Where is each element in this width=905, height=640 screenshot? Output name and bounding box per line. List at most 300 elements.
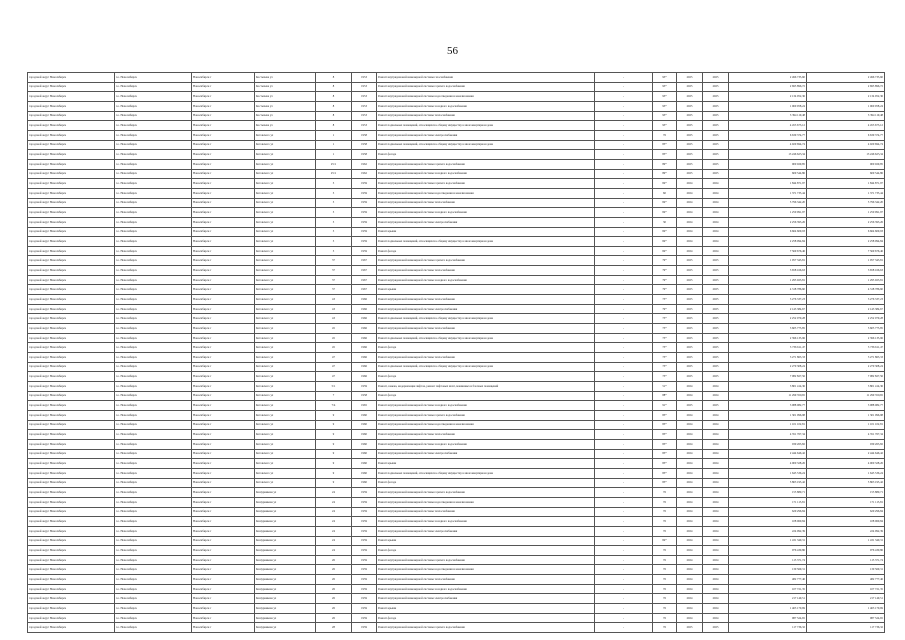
settlement-cell: г.о. Новосибирск <box>115 101 192 111</box>
settlement-cell: г.о. Новосибирск <box>115 584 192 594</box>
table-row <box>28 343 885 353</box>
wear-cell: 76 <box>653 526 677 536</box>
build-year-cell: 1962 <box>352 159 377 169</box>
dash-cell: - <box>595 304 653 314</box>
house-number-cell: 24 <box>316 546 352 556</box>
wear-cell: 93* <box>653 101 677 111</box>
cost-cell: 4 920 694,74 <box>729 140 807 150</box>
total-cost-cell: 2 396 135,96 <box>807 333 885 343</box>
work-type-cell: Ремонт внутридомовой инженерной системы водоотведения и канализования <box>377 565 595 575</box>
total-cost-cell: 900 029,85 <box>807 159 885 169</box>
cost-cell: 4 453 673,12 <box>729 121 807 131</box>
locality-cell: Новосибирск г <box>192 382 255 392</box>
total-cost-cell: 1 844 871,97 <box>807 179 885 189</box>
settlement-cell: г.о. Новосибирск <box>115 391 192 401</box>
total-cost-cell: 4 920 694,74 <box>807 140 885 150</box>
wear-cell: 84* <box>653 208 677 218</box>
dash-cell: - <box>595 420 653 430</box>
work-type-cell: Ремонт подвальных помещений, относящихся к общему имуществу в многоквартирном доме <box>377 362 595 372</box>
end-year-cell: 2025 <box>703 304 729 314</box>
house-number-cell: 5 <box>316 208 352 218</box>
locality-cell: Новосибирск г <box>192 324 255 334</box>
page-number: 56 <box>447 45 458 57</box>
settlement-cell: г.о. Новосибирск <box>115 565 192 575</box>
table-row <box>28 159 885 169</box>
street-cell: Котовского ул <box>255 391 316 401</box>
cost-cell: 4 318 786,60 <box>729 285 807 295</box>
locality-cell: Новосибирск г <box>192 488 255 498</box>
settlement-cell: г.о. Новосибирск <box>115 459 192 469</box>
house-number-cell: 43 <box>316 314 352 324</box>
build-year-cell: 1967 <box>352 285 377 295</box>
dash-cell: - <box>595 285 653 295</box>
total-cost-cell: 3 271 863,33 <box>807 353 885 363</box>
settlement-cell: г.о. Новосибирск <box>115 198 192 208</box>
wear-cell: 93* <box>653 121 677 131</box>
municipality-cell: городской округ Новосибирск <box>28 604 115 614</box>
work-type-cell: Ремонт внутридомовой инженерной системы горячего водоснабжения <box>377 159 595 169</box>
municipality-cell: городской округ Новосибирск <box>28 217 115 227</box>
house-number-cell: 43 <box>316 304 352 314</box>
locality-cell: Новосибирск г <box>192 362 255 372</box>
cost-cell: 2 444 646,42 <box>729 449 807 459</box>
start-year-cell: 2025 <box>677 101 703 111</box>
locality-cell: Новосибирск г <box>192 584 255 594</box>
total-cost-cell: 1 431 340,31 <box>807 536 885 546</box>
table-row <box>28 130 885 140</box>
table-row <box>28 507 885 517</box>
municipality-cell: городской округ Новосибирск <box>28 256 115 266</box>
total-cost-cell: 2 256 393,26 <box>807 217 885 227</box>
end-year-cell: 2024 <box>703 526 729 536</box>
table-row <box>28 613 885 623</box>
start-year-cell: 2024 <box>677 604 703 614</box>
work-type-cell: Ремонт внутридомовой инженерной системы теплоснабжения <box>377 575 595 585</box>
settlement-cell: г.о. Новосибирск <box>115 439 192 449</box>
table-body <box>28 73 885 633</box>
wear-cell: 83* <box>653 468 677 478</box>
street-cell: Котовского ул <box>255 246 316 256</box>
locality-cell: Новосибирск г <box>192 420 255 430</box>
work-type-cell: Ремонт внутридомовой инженерной системы теплоснабжения <box>377 507 595 517</box>
end-year-cell: 2025 <box>703 130 729 140</box>
start-year-cell: 2024 <box>677 565 703 575</box>
start-year-cell: 2024 <box>677 208 703 218</box>
settlement-cell: г.о. Новосибирск <box>115 130 192 140</box>
build-year-cell: 1960 <box>352 420 377 430</box>
locality-cell: Новосибирск г <box>192 150 255 160</box>
start-year-cell: 2024 <box>677 546 703 556</box>
street-cell: Котовского ул <box>255 179 316 189</box>
street-cell: Котовского ул <box>255 353 316 363</box>
total-cost-cell: 2 496 735,60 <box>807 73 885 83</box>
build-year-cell: 1966 <box>352 324 377 334</box>
dash-cell: - <box>595 295 653 305</box>
table-row <box>28 198 885 208</box>
house-number-cell: 24 <box>316 497 352 507</box>
dash-cell: - <box>595 150 653 160</box>
start-year-cell: 2025 <box>677 324 703 334</box>
locality-cell: Новосибирск г <box>192 517 255 527</box>
total-cost-cell: 1 463 170,69 <box>807 604 885 614</box>
table-row <box>28 140 885 150</box>
wear-cell: 76 <box>653 565 677 575</box>
wear-cell: 75* <box>653 353 677 363</box>
build-year-cell: 1953 <box>352 73 377 83</box>
street-cell: Котовского ул <box>255 459 316 469</box>
street-cell: Котовского ул <box>255 266 316 276</box>
house-number-cell: 1 <box>316 140 352 150</box>
locality-cell: Новосибирск г <box>192 536 255 546</box>
municipality-cell: городской округ Новосибирск <box>28 275 115 285</box>
settlement-cell: г.о. Новосибирск <box>115 304 192 314</box>
settlement-cell: г.о. Новосибирск <box>115 188 192 198</box>
house-number-cell: 5 <box>316 227 352 237</box>
cost-cell: 987 524,65 <box>729 613 807 623</box>
total-cost-cell: 11 299 350,65 <box>807 391 885 401</box>
wear-cell: 84* <box>653 227 677 237</box>
table-row <box>28 430 885 440</box>
total-cost-cell: 108 060,84 <box>807 517 885 527</box>
street-cell: Котовского ул <box>255 130 316 140</box>
wear-cell: 76 <box>653 613 677 623</box>
table-row <box>28 73 885 83</box>
municipality-cell: городской округ Новосибирск <box>28 362 115 372</box>
house-number-cell: 9 <box>316 410 352 420</box>
house-number-cell: 26 <box>316 565 352 575</box>
municipality-cell: городской округ Новосибирск <box>28 382 115 392</box>
house-number-cell: 1 <box>316 130 352 140</box>
dash-cell: - <box>595 391 653 401</box>
dash-cell: - <box>595 140 653 150</box>
total-cost-cell: 3 605 775,85 <box>807 324 885 334</box>
start-year-cell: 2024 <box>677 536 703 546</box>
wear-cell: 89* <box>653 159 677 169</box>
street-cell: Кошурникова ул <box>255 526 316 536</box>
wear-cell: 83* <box>653 439 677 449</box>
municipality-cell: городской округ Новосибирск <box>28 82 115 92</box>
work-type-cell: Ремонт крыши <box>377 285 595 295</box>
start-year-cell: 2025 <box>677 140 703 150</box>
cost-cell: 3 394 119,48 <box>729 111 807 121</box>
street-cell: Котовского ул <box>255 372 316 382</box>
dash-cell: - <box>595 333 653 343</box>
table-row <box>28 179 885 189</box>
end-year-cell: 2025 <box>703 343 729 353</box>
start-year-cell: 2025 <box>677 111 703 121</box>
house-number-cell: 9 <box>316 449 352 459</box>
work-type-cell: Ремонт внутридомовой инженерной системы водоотведения и канализования <box>377 420 595 430</box>
table-row <box>28 478 885 488</box>
total-cost-cell: 2 134 952,36 <box>807 92 885 102</box>
municipality-cell: городской округ Новосибирск <box>28 546 115 556</box>
work-type-cell: Ремонт внутридомовой инженерной системы холодного водоснабжения <box>377 101 595 111</box>
dash-cell: - <box>595 555 653 565</box>
house-number-cell: 9 <box>316 468 352 478</box>
settlement-cell: г.о. Новосибирск <box>115 555 192 565</box>
table-row <box>28 497 885 507</box>
end-year-cell: 2025 <box>703 324 729 334</box>
total-cost-cell: 4 900 328,26 <box>807 459 885 469</box>
start-year-cell: 2024 <box>677 497 703 507</box>
build-year-cell: 1960 <box>352 468 377 478</box>
build-year-cell: 1958 <box>352 391 377 401</box>
end-year-cell: 2025 <box>703 169 729 179</box>
house-number-cell: 9 <box>316 459 352 469</box>
municipality-cell: городской округ Новосибирск <box>28 430 115 440</box>
cost-cell: 3 988 982,77 <box>729 401 807 411</box>
municipality-cell: городской округ Новосибирск <box>28 295 115 305</box>
total-cost-cell: 3 801 414,36 <box>807 382 885 392</box>
locality-cell: Новосибирск г <box>192 130 255 140</box>
locality-cell: Новосибирск г <box>192 92 255 102</box>
work-type-cell: Ремонт внутридомовой инженерной системы горячего водоснабжения <box>377 410 595 420</box>
settlement-cell: г.о. Новосибирск <box>115 159 192 169</box>
street-cell: Кошурникова ул <box>255 623 316 633</box>
settlement-cell: г.о. Новосибирск <box>115 237 192 247</box>
municipality-cell: городской округ Новосибирск <box>28 150 115 160</box>
start-year-cell: 2025 <box>677 314 703 324</box>
work-type-cell: Ремонт фасада <box>377 546 595 556</box>
cost-cell: 1 844 871,97 <box>729 179 807 189</box>
start-year-cell: 2024 <box>677 459 703 469</box>
end-year-cell: 2025 <box>703 73 729 83</box>
total-cost-cell: 2 695 896,72 <box>807 82 885 92</box>
table-row <box>28 623 885 633</box>
dash-cell: - <box>595 130 653 140</box>
work-type-cell: Ремонт внутридомовой инженерной системы горячего водоснабжения <box>377 555 595 565</box>
build-year-cell: 1965 <box>352 401 377 411</box>
start-year-cell: 2024 <box>677 594 703 604</box>
house-number-cell: 1 <box>316 150 352 160</box>
house-number-cell: 7 <box>316 391 352 401</box>
start-year-cell: 2024 <box>677 488 703 498</box>
end-year-cell: 2024 <box>703 439 729 449</box>
build-year-cell: 1960 <box>352 449 377 459</box>
work-type-cell: Ремонт внутридомовой инженерной системы теплоснабжения <box>377 198 595 208</box>
wear-cell: 93* <box>653 111 677 121</box>
locality-cell: Новосибирск г <box>192 237 255 247</box>
municipality-cell: городской округ Новосибирск <box>28 179 115 189</box>
table-row <box>28 536 885 546</box>
start-year-cell: 2025 <box>677 121 703 131</box>
end-year-cell: 2025 <box>703 362 729 372</box>
table-row <box>28 111 885 121</box>
table-row <box>28 101 885 111</box>
municipality-cell: городской округ Новосибирск <box>28 324 115 334</box>
start-year-cell: 2025 <box>677 304 703 314</box>
wear-cell: 30 <box>653 217 677 227</box>
municipality-cell: городской округ Новосибирск <box>28 198 115 208</box>
locality-cell: Новосибирск г <box>192 497 255 507</box>
end-year-cell: 2025 <box>703 275 729 285</box>
cost-cell: 3 271 863,33 <box>729 353 807 363</box>
locality-cell: Новосибирск г <box>192 594 255 604</box>
wear-cell: 76 <box>653 488 677 498</box>
dash-cell: - <box>595 401 653 411</box>
work-type-cell: Ремонт фасада <box>377 246 595 256</box>
locality-cell: Новосибирск г <box>192 526 255 536</box>
settlement-cell: г.о. Новосибирск <box>115 217 192 227</box>
dash-cell: - <box>595 314 653 324</box>
work-type-cell: Ремонт внутридомовой инженерной системы теплоснабжения <box>377 430 595 440</box>
table-row <box>28 266 885 276</box>
municipality-cell: городской округ Новосибирск <box>28 410 115 420</box>
house-number-cell: 8 <box>316 101 352 111</box>
settlement-cell: г.о. Новосибирск <box>115 594 192 604</box>
end-year-cell: 2024 <box>703 391 729 401</box>
wear-cell: 85* <box>653 150 677 160</box>
total-cost-cell: 2 143 384,67 <box>807 304 885 314</box>
end-year-cell: 2024 <box>703 478 729 488</box>
table-row <box>28 546 885 556</box>
build-year-cell: 1959 <box>352 488 377 498</box>
locality-cell: Новосибирск г <box>192 546 255 556</box>
total-cost-cell: 6 664 609,93 <box>807 227 885 237</box>
house-number-cell: 5 <box>316 179 352 189</box>
cost-cell: 1 645 536,24 <box>729 468 807 478</box>
dash-cell: - <box>595 208 653 218</box>
end-year-cell: 2024 <box>703 497 729 507</box>
start-year-cell: 2024 <box>677 468 703 478</box>
municipality-cell: городской округ Новосибирск <box>28 227 115 237</box>
house-number-cell: 47 <box>316 353 352 363</box>
table-row <box>28 246 885 256</box>
municipality-cell: городской округ Новосибирск <box>28 314 115 324</box>
end-year-cell: 2025 <box>703 314 729 324</box>
table-row <box>28 575 885 585</box>
start-year-cell: 2024 <box>677 507 703 517</box>
municipality-cell: городской округ Новосибирск <box>28 623 115 633</box>
start-year-cell: 2025 <box>677 159 703 169</box>
house-number-cell: 5 <box>316 198 352 208</box>
dash-cell: - <box>595 188 653 198</box>
end-year-cell: 2024 <box>703 188 729 198</box>
work-type-cell: Ремонт фасада <box>377 372 595 382</box>
start-year-cell: 2024 <box>677 188 703 198</box>
start-year-cell: 2025 <box>677 372 703 382</box>
street-cell: Котовского ул <box>255 140 316 150</box>
wear-cell: 83* <box>653 420 677 430</box>
house-number-cell: 9 <box>316 430 352 440</box>
settlement-cell: г.о. Новосибирск <box>115 333 192 343</box>
total-cost-cell: 6 639 374,77 <box>807 130 885 140</box>
end-year-cell: 2024 <box>703 604 729 614</box>
start-year-cell: 2025 <box>677 353 703 363</box>
street-cell: Котовского ул <box>255 275 316 285</box>
work-type-cell: Ремонт фасада <box>377 613 595 623</box>
settlement-cell: г.о. Новосибирск <box>115 575 192 585</box>
dash-cell: - <box>595 169 653 179</box>
locality-cell: Новосибирск г <box>192 111 255 121</box>
start-year-cell: 2025 <box>677 92 703 102</box>
settlement-cell: г.о. Новосибирск <box>115 526 192 536</box>
table-row <box>28 468 885 478</box>
house-number-cell: 28 <box>316 623 352 633</box>
total-cost-cell: 1 101 102,81 <box>807 420 885 430</box>
cost-cell: 1 295 923,81 <box>729 275 807 285</box>
dash-cell: - <box>595 565 653 575</box>
dash-cell: - <box>595 227 653 237</box>
municipality-cell: городской округ Новосибирск <box>28 575 115 585</box>
table-row <box>28 410 885 420</box>
table-row <box>28 169 885 179</box>
total-cost-cell: 4 318 786,60 <box>807 285 885 295</box>
settlement-cell: г.о. Новосибирск <box>115 73 192 83</box>
house-number-cell: 45 <box>316 324 352 334</box>
locality-cell: Новосибирск г <box>192 82 255 92</box>
end-year-cell: 2024 <box>703 430 729 440</box>
house-number-cell: 5 <box>316 188 352 198</box>
end-year-cell: 2024 <box>703 217 729 227</box>
work-type-cell: Ремонт подвальных помещений, относящихся к общему имуществу в многоквартирном доме <box>377 333 595 343</box>
end-year-cell: 2025 <box>703 92 729 102</box>
wear-cell: 93* <box>653 73 677 83</box>
dash-cell: - <box>595 488 653 498</box>
street-cell: Кошурникова ул <box>255 565 316 575</box>
end-year-cell: 2025 <box>703 256 729 266</box>
wear-cell: 79* <box>653 266 677 276</box>
cost-cell: 1 250 991,97 <box>729 208 807 218</box>
work-type-cell: Ремонт внутридомовой инженерной системы электроснабжения <box>377 449 595 459</box>
repair-registry-table <box>27 72 885 633</box>
start-year-cell: 2025 <box>677 401 703 411</box>
total-cost-cell: 115 371,74 <box>807 555 885 565</box>
wear-cell: 75* <box>653 333 677 343</box>
street-cell: Кошурникова ул <box>255 536 316 546</box>
work-type-cell: Ремонт внутридомовой инженерной системы газоснабжения <box>377 73 595 83</box>
work-type-cell: Ремонт внутридомовой инженерной системы теплоснабжения <box>377 353 595 363</box>
start-year-cell: 2025 <box>677 150 703 160</box>
municipality-cell: городской округ Новосибирск <box>28 478 115 488</box>
build-year-cell: 1958 <box>352 150 377 160</box>
cost-cell: 4 351 767,34 <box>729 430 807 440</box>
cost-cell: 1 960 958,24 <box>729 101 807 111</box>
dash-cell: - <box>595 613 653 623</box>
house-number-cell: 43 <box>316 295 352 305</box>
dash-cell: - <box>595 536 653 546</box>
street-cell: Кошурникова ул <box>255 604 316 614</box>
cost-cell: 3 801 414,36 <box>729 382 807 392</box>
cost-cell: 629 296,84 <box>729 507 807 517</box>
end-year-cell: 2024 <box>703 613 729 623</box>
table-row <box>28 304 885 314</box>
build-year-cell: 1959 <box>352 382 377 392</box>
total-cost-cell: 1 960 958,24 <box>807 101 885 111</box>
locality-cell: Новосибирск г <box>192 401 255 411</box>
build-year-cell: 1959 <box>352 237 377 247</box>
start-year-cell: 2025 <box>677 169 703 179</box>
wear-cell: 84* <box>653 536 677 546</box>
street-cell: Котовского ул <box>255 382 316 392</box>
cost-cell: 3 276 337,23 <box>729 295 807 305</box>
house-number-cell: 9 <box>316 420 352 430</box>
house-number-cell: 26 <box>316 575 352 585</box>
table-row <box>28 565 885 575</box>
end-year-cell: 2024 <box>703 546 729 556</box>
settlement-cell: г.о. Новосибирск <box>115 613 192 623</box>
municipality-cell: городской округ Новосибирск <box>28 555 115 565</box>
dash-cell: - <box>595 101 653 111</box>
work-type-cell: Ремонт внутридомовой инженерной системы теплоснабжения <box>377 295 595 305</box>
municipality-cell: городской округ Новосибирск <box>28 353 115 363</box>
municipality-cell: городской округ Новосибирск <box>28 584 115 594</box>
dash-cell: - <box>595 82 653 92</box>
locality-cell: Новосибирск г <box>192 140 255 150</box>
locality-cell: Новосибирск г <box>192 353 255 363</box>
dash-cell: - <box>595 459 653 469</box>
municipality-cell: городской округ Новосибирск <box>28 391 115 401</box>
